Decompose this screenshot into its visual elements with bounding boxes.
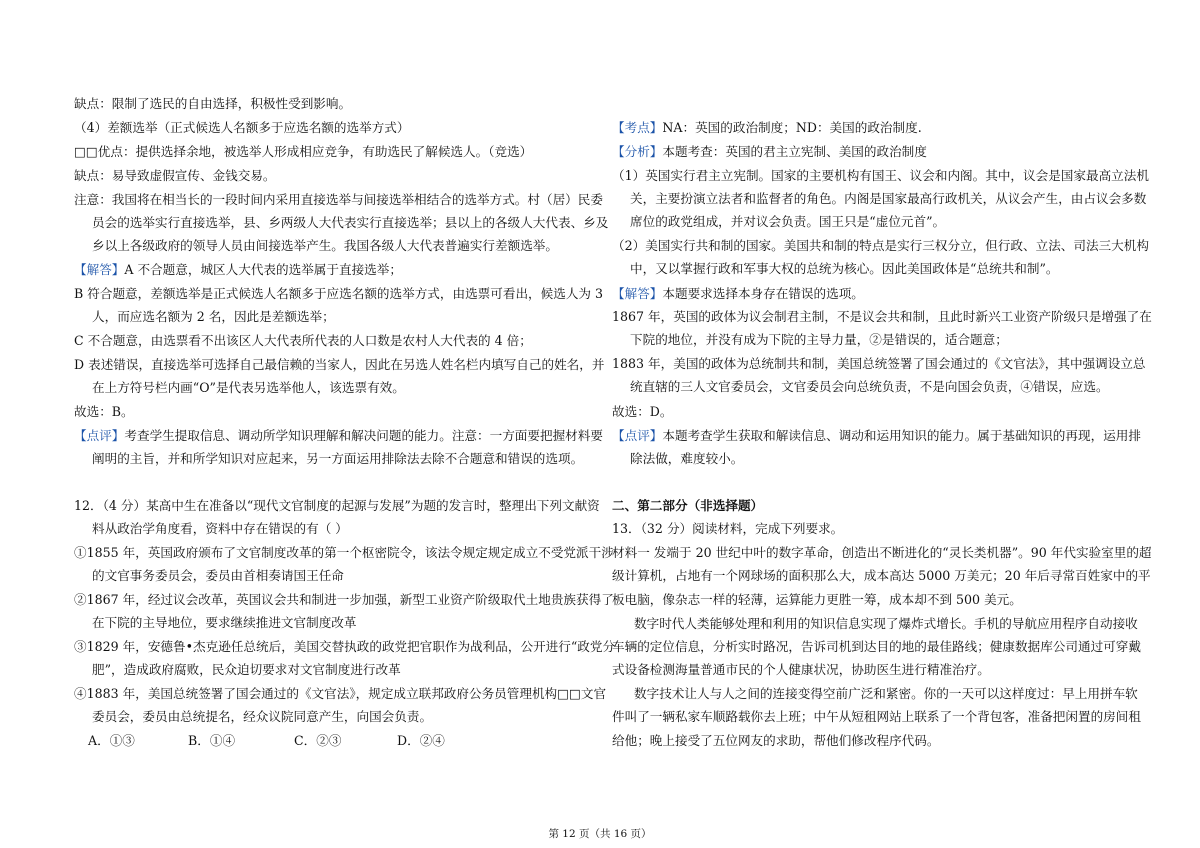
comment-line	[74, 428, 603, 444]
text-line: 乡以上各级政府的领导人员由间接选举产生。我国各级人大代表普遍实行差额选举。	[92, 238, 558, 253]
option-line: ③1829 年，安德鲁•杰克逊任总统后，美国交替执政的政党把官职作为战利品，公开进行“政党分	[74, 639, 616, 654]
choice-c: C．②③	[294, 733, 342, 748]
option-line: ①1855 年，英国政府颁布了文官制度改革的第一个枢密院令，该法令规定规定成立不受党派干涉	[74, 545, 614, 560]
text-line: 席位的政党组成，并对议会负责。国王只是“虚位元首”。	[630, 214, 946, 229]
option-line: ②1867 年，经过议会改革，英国议会共和制进一步加强，新型工业资产阶级取代土地贵族获得了	[74, 592, 614, 607]
text-line: 1883 年，美国的政体为总统制共和制，美国总统签署了国会通过的《文官法》，其中强调设立总	[612, 356, 1146, 371]
option-line: ④1883 年，美国总统签署了国会通过的《文官法》，规定成立联邦政府公务员管理机构□□文官	[74, 686, 607, 701]
comment-line	[612, 428, 1141, 444]
text-line: 下院的地位，并没有成为下院的主导力量，②是错误的，适合题意；	[630, 332, 1008, 347]
text-line: 在上方符号栏内画“O”是代表另选举他人，该选票有效。	[92, 380, 405, 395]
text-line: 缺点：限制了选民的自由选择，积极性受到影响。	[74, 96, 352, 111]
material-line: 件叫了一辆私家车顺路载你去上班；中午从短租网站上联系了一个背包客，准备把闲置的房间租	[612, 709, 1141, 724]
option-line: 在下院的主导地位，要求继续推进文官制度改革	[92, 615, 357, 630]
question-12-stem: 12．（4 分）某高中生在准备以“现代文官制度的起源与发展”为题的发言时，整理出下列文献资	[74, 498, 600, 513]
text-line: □□优点：提供选择余地，被选举人形成相应竞争，有助选民了解候选人。（竞选）	[74, 144, 533, 159]
question-13-stem: 13．（32 分）阅读材料，完成下列要求。	[612, 521, 844, 536]
answer-text: 本题要求选择本身存在错误的选项。	[662, 286, 864, 301]
text-line: C 不合题意，由选票看不出该区人大代表所代表的人口数是农村人大代表的 4 倍；	[74, 333, 532, 348]
text-line: 关，主要扮演立法者和监督者的角色。内阁是国家最高行政机关，从议会产生，由占议会多数	[630, 191, 1147, 206]
text-line: 故选：B。	[74, 404, 134, 419]
option-line: 委员会，委员由总统提名，经众议院同意产生，向国会负责。	[92, 709, 433, 724]
material-line: 式设备检测海量普通市民的个人健康状况，协助医生进行精准治疗。	[612, 662, 990, 677]
comment-text: 本题考查学生获取和解读信息、调动和运用知识的能力。属于基础知识的再现，运用排	[662, 428, 1141, 443]
text-line: B 符合题意，差额选举是正式候选人名额多于应选名额的选举方式，由选票可看出，候选人为 3	[74, 286, 604, 301]
comment-tag: 【点评】	[612, 428, 663, 443]
text-line: （1）英国实行君主立宪制。国家的主要机构有国王、议会和内阁。其中，议会是国家最高立法机	[612, 168, 1149, 183]
text-line: 人，而应选名额为 2 名，因此是差额选举；	[92, 309, 335, 324]
analysis-line	[612, 144, 927, 160]
material-line: 材料一 发端于 20 世纪中叶的数字革命，创造出不断进化的“灵长类机器”。90 年代实验室里的超	[612, 545, 1152, 560]
answer-line	[612, 286, 864, 302]
text-line: （2）美国实行共和制的国家。美国共和制的特点是实行三权分立，但行政、立法、司法三大机构	[612, 238, 1149, 253]
text-line: 故选：D。	[612, 404, 673, 419]
material-line: 板电脑，像杂志一样的轻薄，运算能力更胜一筹，成本却不到 500 美元。	[612, 592, 1022, 607]
text-line: 1867 年，英国的政体为议会制君主制，不是议会共和制，且此时新兴工业资产阶级只是增强了在	[612, 309, 1152, 324]
kaodian-tag: 【考点】	[612, 120, 663, 135]
kaodian-line	[612, 120, 922, 136]
section-heading: 二、第二部分（非选择题）	[612, 498, 764, 513]
text-line: 注意：我国将在相当长的一段时间内采用直接选举与间接选举相结合的选举方式。村（居）民委	[74, 192, 603, 207]
text-line: 料从政治学角度看，资料中存在错误的有（ ）	[92, 521, 348, 536]
text-line: 统直辖的三人文官委员会，文官委员会向总统负责，不是向国会负责，④错误，应选。	[630, 379, 1109, 394]
text-line: D 表述错误，直接选举可选择自己最信赖的当家人，因此在另选人姓名栏内填写自己的姓名，并	[74, 357, 605, 372]
text-line: 除法做，难度较小。	[630, 451, 744, 466]
answer-text: A 不合题意，城区人大代表的选举属于直接选举；	[124, 262, 402, 277]
choice-b: B．①④	[188, 733, 236, 748]
option-line: 肥”，造成政府腐败，民众迫切要求对文官制度进行改革	[92, 662, 401, 677]
answer-tag: 【解答】	[612, 286, 663, 301]
choice-d: D．②④	[397, 733, 445, 748]
material-line: 车辆的定位信息，分析实时路况，告诉司机到达目的地的最佳路线；健康数据库公司通过可穿戴	[612, 639, 1141, 654]
comment-tag: 【点评】	[74, 428, 125, 443]
analysis-tag: 【分析】	[612, 144, 663, 159]
page-footer: 第 12 页（共 16 页）	[548, 828, 652, 840]
kaodian-text: NA：英国的政治制度；ND：美国的政治制度.	[662, 120, 922, 135]
material-line: 给他；晚上接受了五位网友的求助，帮他们修改程序代码。	[612, 733, 940, 748]
material-line: 数字时代人类能够处理和利用的知识信息实现了爆炸式增长。手机的导航应用程序自动接收	[634, 616, 1138, 631]
material-line: 数字技术让人与人之间的连接变得空前广泛和紧密。你的一天可以这样度过：早上用拼车软	[634, 686, 1138, 701]
answer-tag: 【解答】	[74, 262, 125, 277]
text-line: 阐明的主旨，并和所学知识对应起来，另一方面运用排除法去除不合题意和错误的选项。	[92, 451, 584, 466]
text-line: 员会的选举实行直接选举，县、乡两级人大代表实行直接选举；县以上的各级人大代表、乡及	[92, 215, 609, 230]
text-line: 中，又以掌握行政和军事大权的总统为核心。因此美国政体是“总统共和制”。	[630, 261, 1059, 276]
text-line: 缺点：易导致虚假宣传、金钱交易。	[74, 168, 276, 183]
comment-text: 考查学生提取信息、调动所学知识理解和解决问题的能力。注意：一方面要把握材料要	[124, 428, 603, 443]
answer-line	[74, 262, 402, 278]
option-line: 的文官事务委员会，委员由首相奏请国王任命	[92, 568, 344, 583]
material-line: 级计算机，占地有一个网球场的面积那么大，成本高达 5000 万美元；20 年后寻常百姓家中的平	[612, 568, 1151, 583]
choice-a: A．①③	[88, 733, 135, 748]
analysis-text: 本题考查：英国的君主立宪制、美国的政治制度	[662, 144, 927, 159]
text-line: （4）差额选举（正式候选人名额多于应选名额的选举方式）	[74, 120, 410, 135]
